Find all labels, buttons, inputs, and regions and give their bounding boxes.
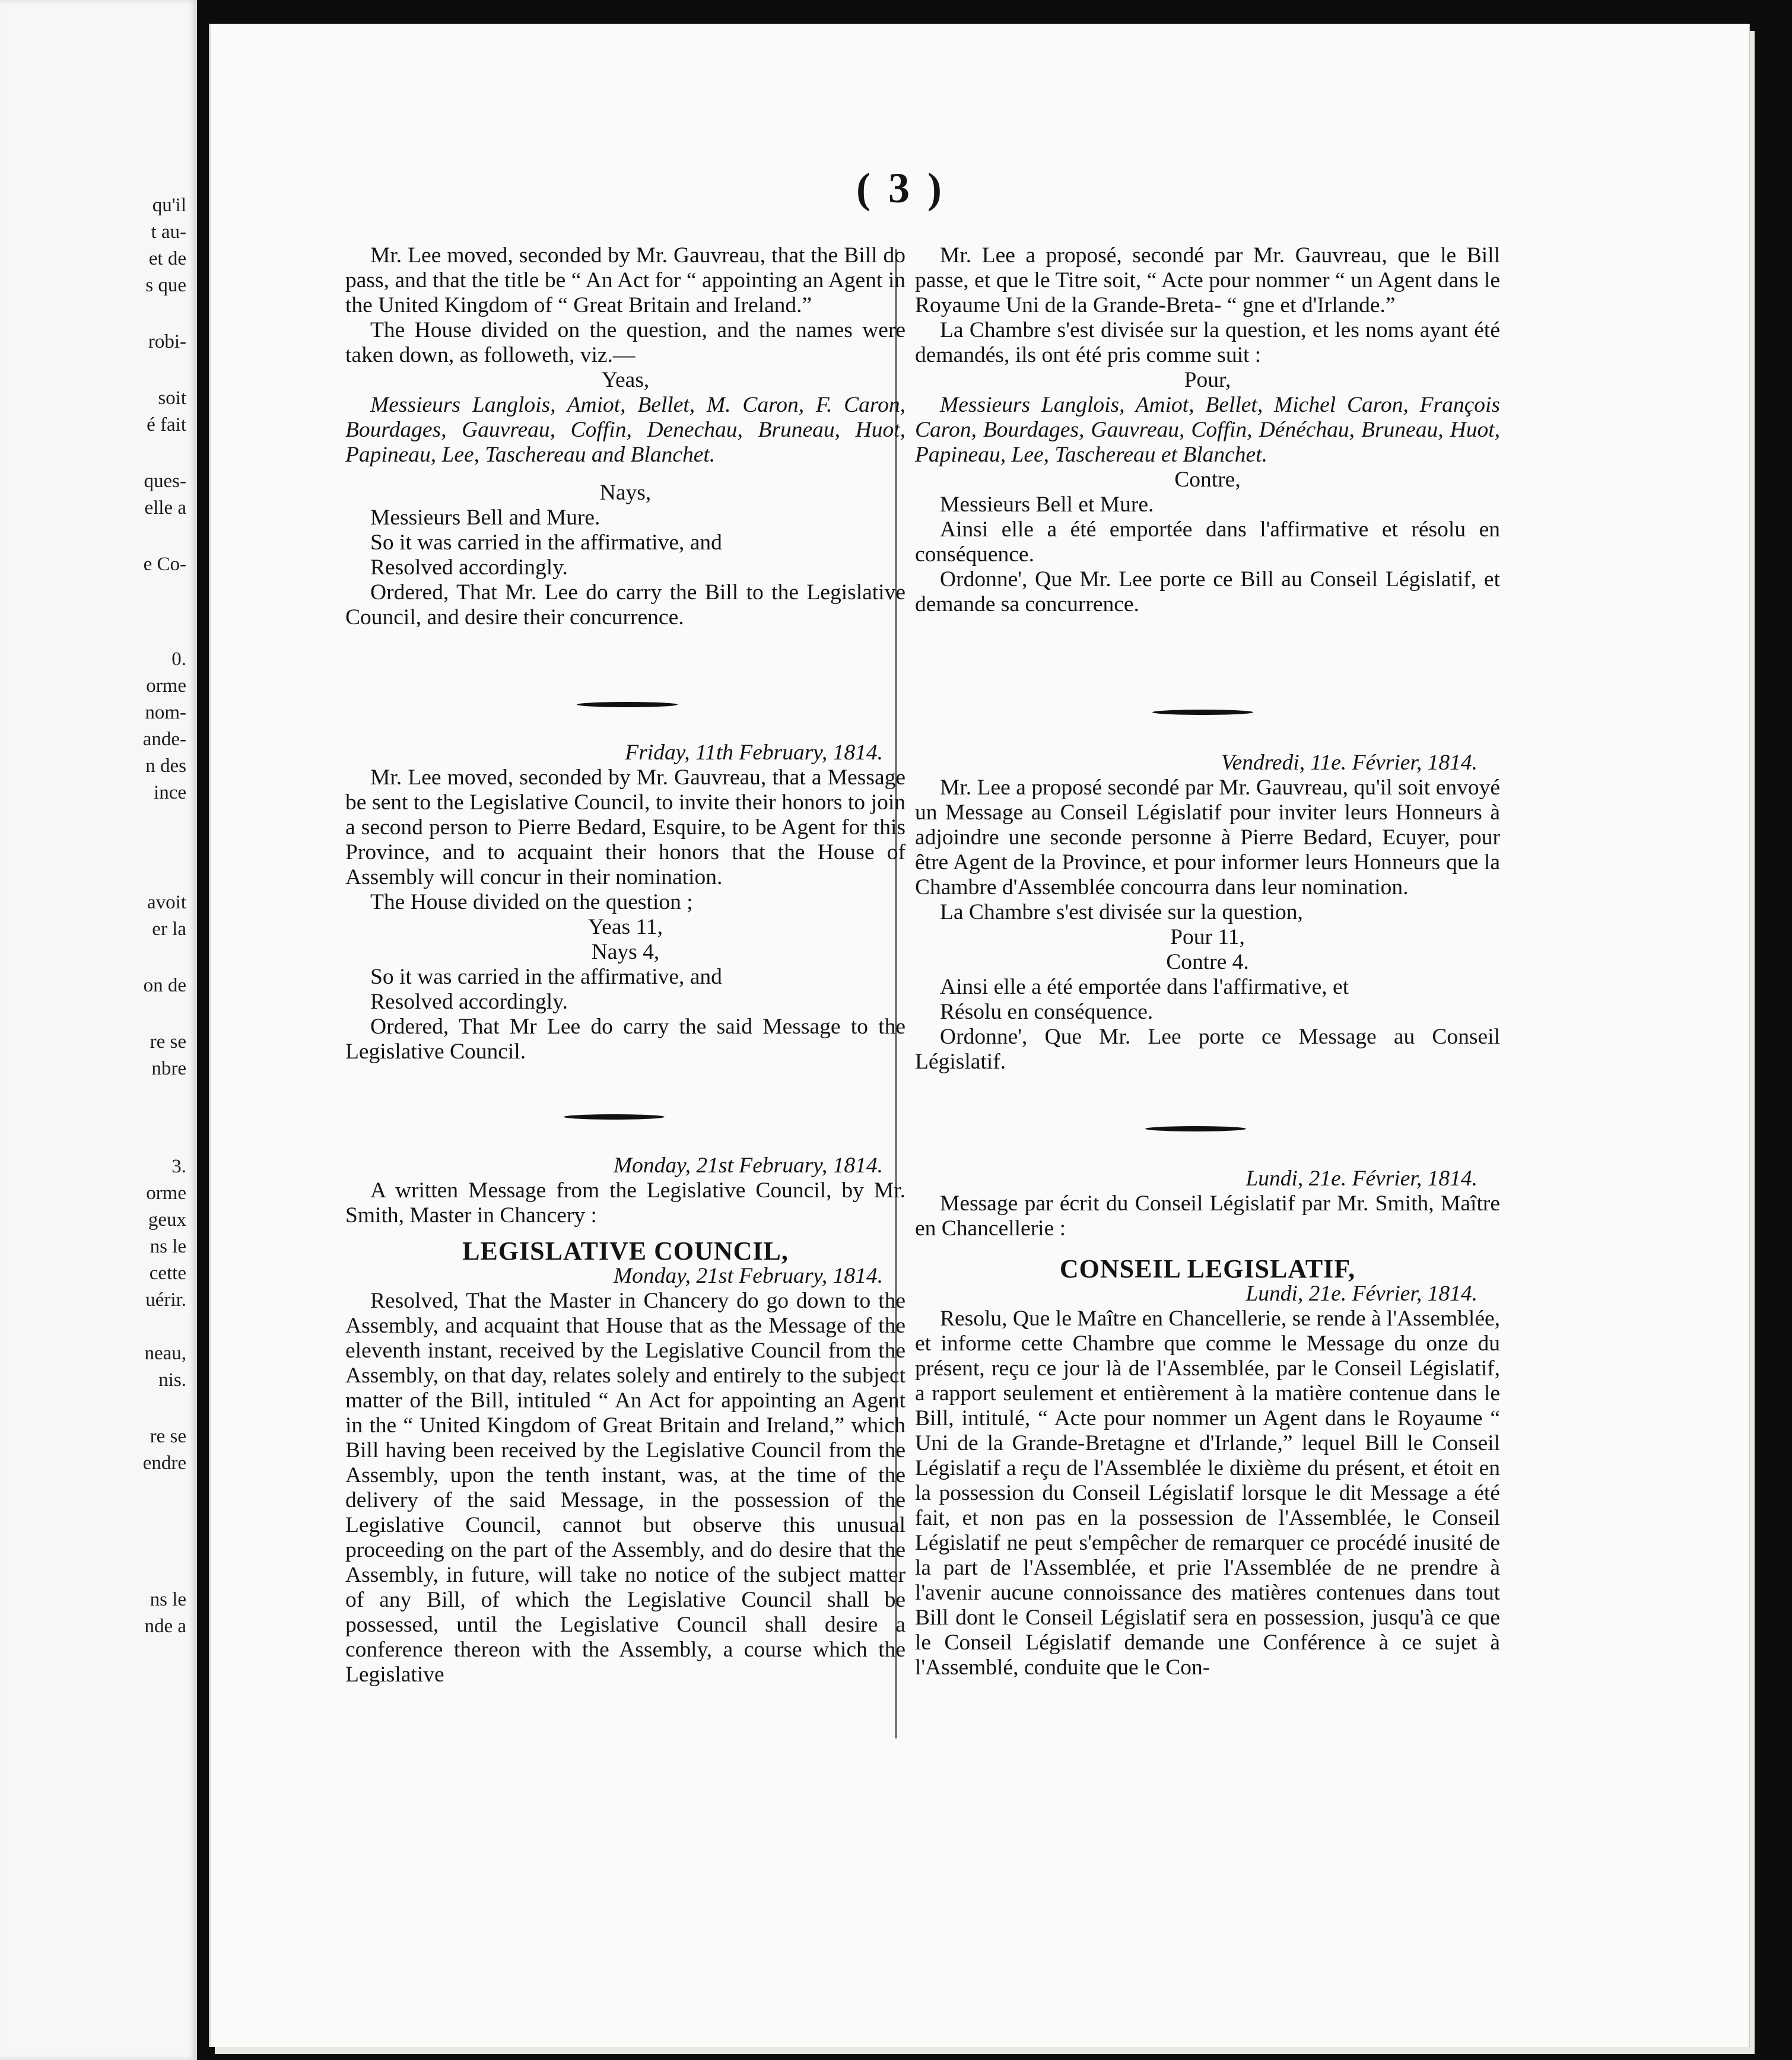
french-section-bill-pass <box>915 243 1500 617</box>
adjacent-page-fragment: n des <box>145 755 186 777</box>
section-rule <box>564 1114 665 1120</box>
en-carried-2: So it was carried in the affirmative, and <box>370 965 722 989</box>
adjacent-page-fragment: qu'il <box>152 195 186 216</box>
adjacent-page-fragment: 0. <box>171 648 186 670</box>
en-ordered-2: Ordered, That Mr Lee do carry the said Message to the Legislative Council. <box>345 1015 905 1064</box>
fr-contre-names: Messieurs Bell et Mure. <box>940 492 1154 517</box>
section-rule <box>1152 710 1253 715</box>
fr-date-vendredi: Vendredi, 11e. Février, 1814. <box>1221 751 1478 775</box>
french-section-council <box>915 1166 1500 1680</box>
en-carried: So it was carried in the affirmative, and <box>370 530 722 555</box>
adjacent-page-fragment: uérir. <box>145 1289 186 1311</box>
fr-contre-heading: Contre, <box>1174 468 1241 492</box>
section-rule <box>1145 1126 1246 1131</box>
adjacent-page-fragment: ande- <box>142 729 186 750</box>
adjacent-page-fragment: neau, <box>144 1343 186 1364</box>
adjacent-page-fragment: s que <box>145 275 186 296</box>
adjacent-page-fragment: cette <box>149 1263 186 1284</box>
fr-council-date: Lundi, 21e. Février, 1814. <box>1245 1282 1478 1306</box>
fr-pour-count: Pour 11, <box>1170 925 1245 949</box>
page-number: ( 3 ) <box>856 164 945 212</box>
fr-pour-names: Messieurs Langlois, Amiot, Bellet, Michel Caron, François Caron, Bourdages, Gauvreau, Coffin, Dénéchau, Bruneau, Huot, Papineau, Lee, Taschereau et Blanchet. <box>915 393 1500 467</box>
adjacent-page-fragment: endre <box>142 1452 186 1474</box>
adjacent-page-fragment: t au- <box>151 221 186 243</box>
english-section-bill-pass <box>345 243 905 630</box>
en-division-2: The House divided on the question ; <box>370 890 693 914</box>
section-rule <box>577 702 678 707</box>
adjacent-page-edge <box>0 0 197 2060</box>
adjacent-page-fragment: nbre <box>151 1058 186 1079</box>
fr-carried-2: Ainsi elle a été emportée dans l'affirmative, et <box>940 975 1349 999</box>
en-nays-count: Nays 4, <box>591 940 660 964</box>
en-yeas-heading: Yeas, <box>601 368 650 392</box>
adjacent-page-fragment: é fait <box>147 414 186 435</box>
fr-carried: Ainsi elle a été emportée dans l'affirmative et résolu en conséquence. <box>915 517 1500 567</box>
en-date-friday: Friday, 11th February, 1814. <box>625 740 883 765</box>
en-council-heading: LEGISLATIVE COUNCIL, <box>462 1236 789 1266</box>
en-nays-heading: Nays, <box>599 481 652 505</box>
fr-division: La Chambre s'est divisée sur la question, et les noms ayant été demandés, ils ont été pris comme suit : <box>915 318 1500 367</box>
fr-contre-count: Contre 4. <box>1166 950 1249 974</box>
adjacent-page-fragment: ques- <box>144 471 186 492</box>
adjacent-page-fragment: geux <box>148 1209 186 1231</box>
en-division: The House divided on the question, and the names were taken down, as followeth, viz.— <box>345 318 905 367</box>
en-motion-message: Mr. Lee moved, seconded by Mr. Gauvreau, that a Message be sent to the Legislative Council, to invite their honors to join a second person to Pierre Bedard, Esquire, to be Agent for this Province, and to acquaint their honors that the House of Assembly will concur in their nomination. <box>345 765 905 889</box>
en-yeas-names: Messieurs Langlois, Amiot, Bellet, M. Caron, F. Caron, Bourdages, Gauvreau, Coffin, Denechau, Bruneau, Huot, Papineau, Lee, Taschereau and Blanchet. <box>345 393 905 467</box>
fr-division-2: La Chambre s'est divisée sur la question, <box>940 900 1303 924</box>
adjacent-page-fragment: e Co- <box>143 554 186 575</box>
adjacent-page-fragment: 3. <box>171 1156 186 1177</box>
adjacent-page-fragment: elle a <box>144 497 186 519</box>
adjacent-page-fragment: re se <box>150 1031 186 1053</box>
adjacent-page-fragment: soit <box>158 387 186 409</box>
adjacent-page-fragment: robi- <box>148 331 186 352</box>
fr-pour-heading: Pour, <box>1184 368 1231 392</box>
adjacent-page-fragment: nom- <box>145 702 186 723</box>
adjacent-page-fragment: ns le <box>150 1236 186 1257</box>
en-nays-names: Messieurs Bell and Mure. <box>370 506 600 530</box>
en-written-message: A written Message from the Legislative Council, by Mr. Smith, Master in Chancery : <box>345 1178 905 1228</box>
fr-ordonne-2: Ordonne', Que Mr. Lee porte ce Message au Conseil Législatif. <box>915 1025 1500 1074</box>
fr-resolu-2: Résolu en conséquence. <box>940 1000 1154 1024</box>
adjacent-page-fragment: avoit <box>147 892 186 913</box>
adjacent-page-fragment: ns le <box>150 1589 186 1610</box>
adjacent-page-fragment: orme <box>146 1182 186 1204</box>
en-resolved: Resolved accordingly. <box>370 555 568 580</box>
en-date-monday: Monday, 21st February, 1814. <box>613 1153 883 1178</box>
fr-date-lundi: Lundi, 21e. Février, 1814. <box>1245 1166 1478 1191</box>
fr-council-resolution: Resolu, Que le Maître en Chancellerie, se rende à l'Assemblée, et informe cette Chambre que comme le Message du onze du présent, reçu ce jour là de l'Assemblée, par le Conseil Législatif, a rapport seulement et entièrement à la matière contenue dans le Bill, intitulé, “ Acte pour nommer un Agent dans le Royaume “ Uni de la Grande-Bretagne et d'Irlande,” lequel Bill le Conseil Législatif a reçu de l'Assemblée le dixième du présent, et étoit en la possession du Conseil Législatif lorsque le dit Message a été fait, et non pas en la possession de l'Assemblée, le Conseil Législatif ne peut s'empêcher de remarquer ce procédé inusité de la part de l'Assemblée, et prie l'Assemblée de ne prendre à l'avenir aucune connoissance des matières contenues dans tout Bill dont le Conseil Législatif sera en possession, jusqu'à ce que le Conseil Législatif demande une Conférence à ce sujet à l'Assemblé, conduite que le Con- <box>915 1306 1500 1680</box>
en-council-date: Monday, 21st February, 1814. <box>613 1264 883 1288</box>
adjacent-page-fragment: nde a <box>144 1616 186 1637</box>
adjacent-page-fragment: ince <box>154 782 186 803</box>
fr-motion-message: Mr. Lee a proposé secondé par Mr. Gauvreau, qu'il soit envoyé un Message au Conseil Législatif pour inviter leurs Honneurs à adjoindre une seconde personne à Pierre Bedard, Ecuyer, pour être Agent de la Province, et pour informer leurs Honneurs que la Chambre d'Assemblée concourra dans leur nomination. <box>915 775 1500 899</box>
english-section-message <box>345 740 905 1064</box>
english-section-council <box>345 1153 905 1687</box>
adjacent-page-fragment: er la <box>152 918 186 940</box>
fr-council-heading: CONSEIL LEGISLATIF, <box>1059 1254 1356 1283</box>
adjacent-page-fragment: orme <box>146 675 186 697</box>
fr-motion-bill: Mr. Lee a proposé, secondé par Mr. Gauvreau, que le Bill passe, et que le Titre soit, “ Acte pour nommer “ un Agent dans le Royaume Uni de la Grande-Breta- “ gne et d'Irlande.” <box>915 243 1500 317</box>
adjacent-page-fragment: on de <box>143 975 186 996</box>
adjacent-page-fragment: re se <box>150 1426 186 1447</box>
en-council-resolution: Resolved, That the Master in Chancery do go down to the Assembly, and acquaint that House that as the Message of the eleventh instant, received by the Legislative Council from the Assembly, on that day, relates solely and entirely to the subject matter of the Bill, intituled “ An Act for appointing an Agent in the “ United Kingdom of Great Britain and Ireland,” which Bill having been received by the Legislative Council from the Assembly, upon the tenth instant, was, at the time of the delivery of the said Message, in the possession of the Legislative Council, cannot but observe this unusual proceeding on the part of the Assembly, and do desire that the Assembly, in future, will take no notice of the subject matter of any Bill, of which the Legislative Council shall be possessed, until the Legislative Council shall desire a conference thereon with the Assembly, a course which the Legislative <box>345 1289 905 1687</box>
en-motion-bill: Mr. Lee moved, seconded by Mr. Gauvreau, that the Bill do pass, and that the title be “ An Act for “ appointing an Agent in the United Kingdom of “ Great Britain and Ireland.” <box>345 243 905 317</box>
en-resolved-2: Resolved accordingly. <box>370 990 568 1014</box>
adjacent-page-fragment: nis. <box>158 1369 186 1391</box>
en-yeas-count: Yeas 11, <box>587 915 663 939</box>
fr-ordonne: Ordonne', Que Mr. Lee porte ce Bill au Conseil Législatif, et demande sa concurrence. <box>915 567 1500 616</box>
en-ordered: Ordered, That Mr. Lee do carry the Bill to the Legislative Council, and desire their concurrence. <box>345 580 905 630</box>
fr-written-message: Message par écrit du Conseil Législatif par Mr. Smith, Maître en Chancellerie : <box>915 1191 1500 1241</box>
french-section-message <box>915 751 1500 1074</box>
adjacent-page-fragment: et de <box>148 248 186 269</box>
